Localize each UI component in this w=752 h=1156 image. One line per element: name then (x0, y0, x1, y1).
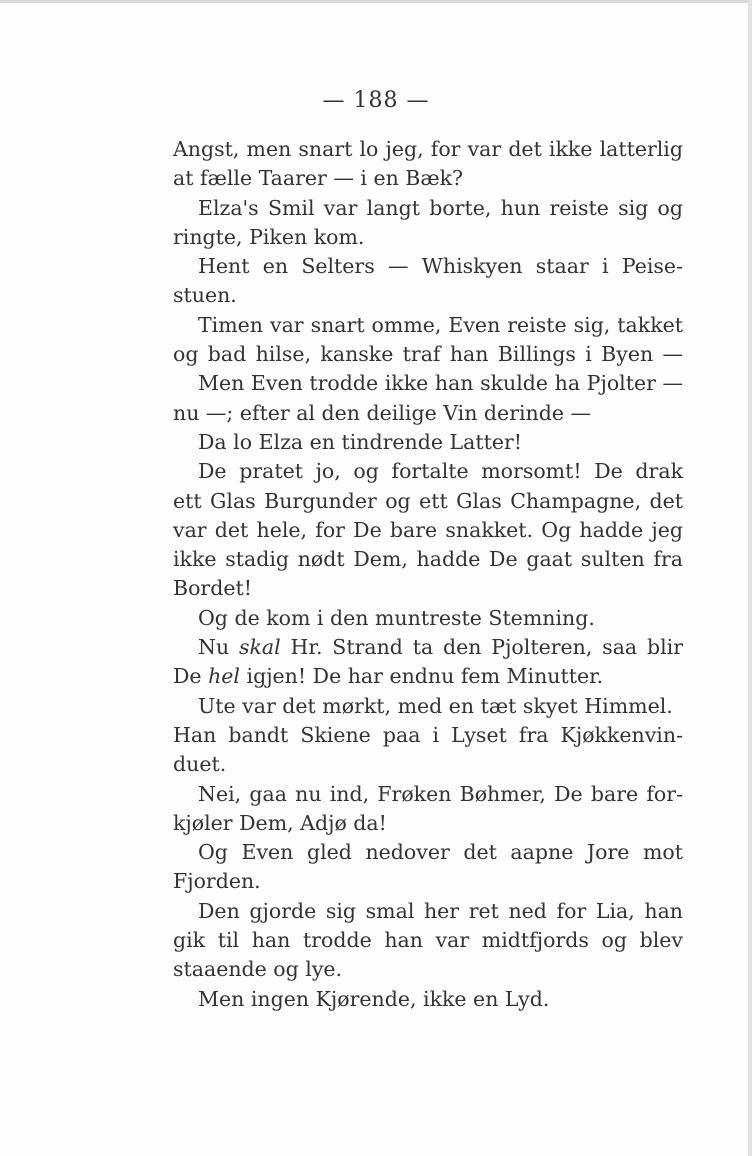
text-line: nu —; efter al den deilige Vin derinde — (173, 400, 592, 425)
text-line: Fjorden. (173, 869, 261, 894)
text-line: ett Glas Burgunder og ett Glas Champagne, det (173, 488, 683, 513)
text-line: og bad hilse, kanske traf han Billings i Byen — (173, 342, 683, 367)
scan-edge-top (0, 0, 752, 3)
text-line: kjøler Dem, Adjø da! (173, 810, 387, 835)
text-line: Ute var det mørkt, med en tæt skyet Himmel. (198, 693, 673, 718)
text-line: Elza's Smil var langt borte, hun reiste sig og (198, 195, 683, 220)
text-segment: De (173, 664, 209, 689)
text-segment: Nu (198, 635, 239, 660)
text-line: staaende og lye. (173, 957, 343, 982)
text-line: Bordet! (173, 576, 252, 601)
text-line: Men ingen Kjørende, ikke en Lyd. (198, 986, 550, 1011)
text-line: Og de kom i den muntreste Stemning. (198, 605, 595, 630)
text-line: Angst, men snart lo jeg, for var det ikke latterlig (173, 137, 683, 161)
text-line: stuen. (173, 283, 237, 308)
text-line: Men Even trodde ikke han skulde ha Pjolter — (198, 371, 683, 396)
text-line: De pratet jo, og fortalte morsomt! De drak (198, 459, 683, 484)
page-number: — 188 — (322, 88, 430, 113)
text-line: ringte, Piken kom. (173, 224, 365, 249)
text-line: at fælle Taarer — i en Bæk? (173, 166, 464, 191)
emphasized-word: hel (208, 664, 240, 689)
text-line: Hent en Selters — Whiskyen staar i Peise- (198, 254, 683, 279)
text-line: Timen var snart omme, Even reiste sig, takket (198, 312, 683, 337)
text-line: duet. (173, 752, 227, 777)
text-line: Han bandt Skiene paa i Lyset fra Kjøkkenvin- (173, 722, 683, 747)
text-line: Nei, gaa nu ind, Frøken Bøhmer, De bare for- (198, 781, 683, 806)
text-line (173, 662, 683, 691)
text-line (173, 633, 683, 662)
text-line: Den gjorde sig smal her ret ned for Lia, han (198, 898, 683, 923)
text-segment: igjen! De har endnu fem Minutter. (240, 664, 604, 689)
body-text (173, 135, 683, 1014)
text-line: ikke stadig nødt Dem, hadde De gaat sulten fra (173, 547, 683, 572)
text-line: var det hele, for De bare snakket. Og hadde jeg (173, 517, 683, 542)
text-line: Og Even gled nedover det aapne Jore mot (198, 840, 683, 865)
scan-edge-right (748, 0, 752, 1156)
text-line: Da lo Elza en tindrende Latter! (198, 429, 523, 454)
emphasized-word: skal (238, 635, 281, 660)
text-line: gik til han trodde han var midtfjords og blev (173, 928, 683, 953)
text-segment: Hr. Strand ta den Pjolteren, saa blir (280, 635, 683, 660)
